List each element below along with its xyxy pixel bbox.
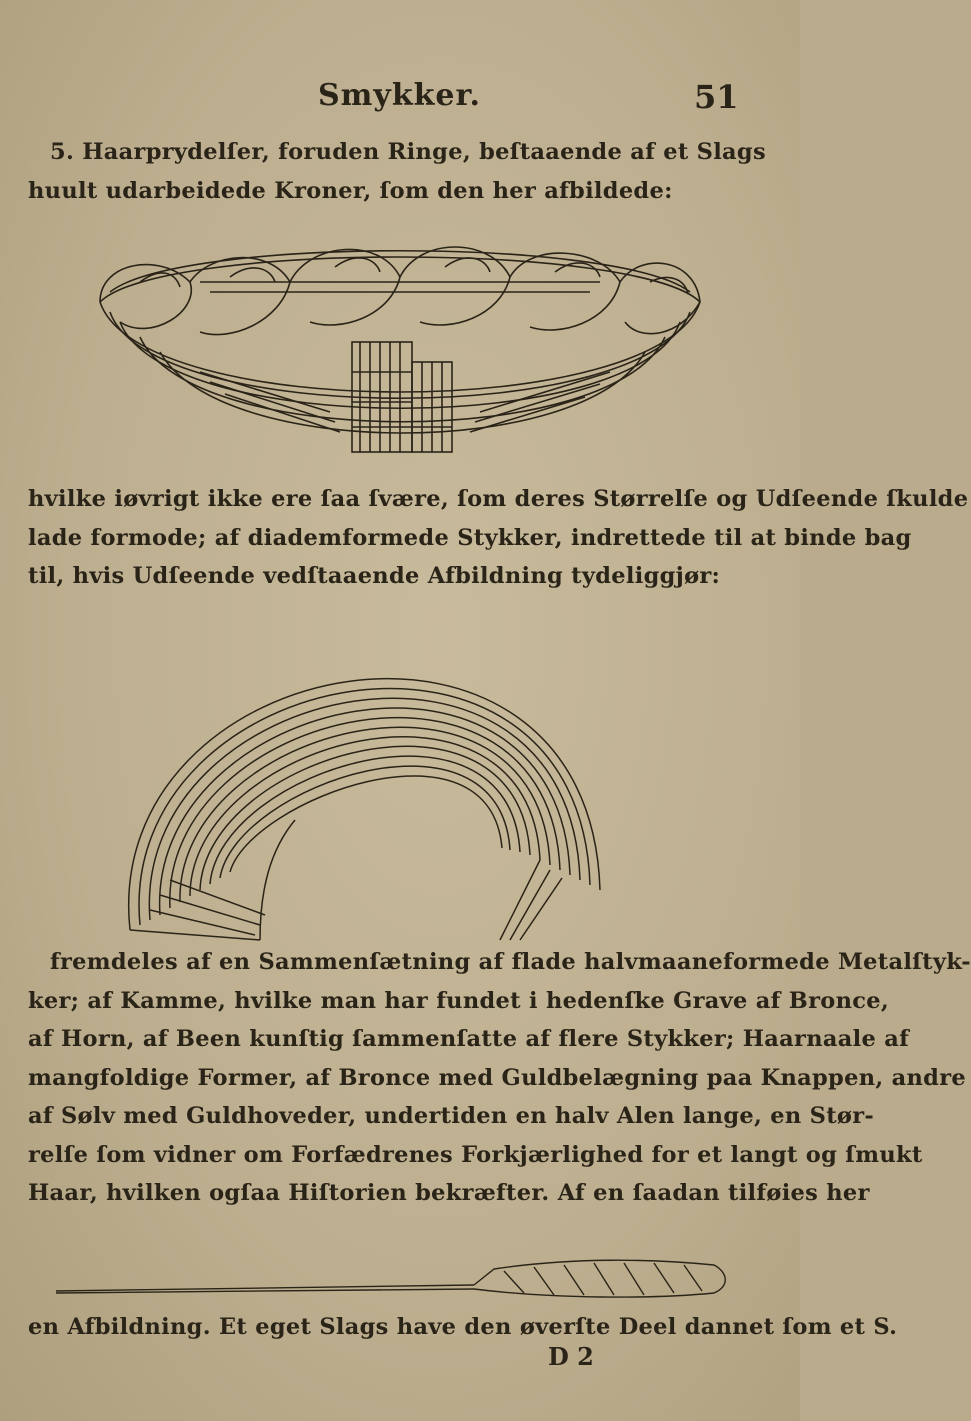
paragraph-diadems bbox=[28, 480, 969, 596]
text-line: af Sølv med Guldhoveder, undertiden en halv Alen lange, en Stør- bbox=[28, 1103, 874, 1129]
text-line: huult udarbeidede Kroner, ſom den her afbildede: bbox=[28, 177, 673, 204]
crown-illustration bbox=[80, 222, 720, 467]
hairpin-illustration bbox=[54, 1255, 734, 1303]
paragraph-hair-ornaments bbox=[28, 133, 768, 210]
text-line: lade formode; af diademformede Stykker, indrettede til at binde bag bbox=[28, 524, 912, 551]
text-line: Haar, hvilken ogſaa Hiſtorien bekræfter. Af en ſaadan tilføies her bbox=[28, 1180, 870, 1206]
page-number: 51 bbox=[694, 78, 739, 116]
page-header bbox=[0, 78, 800, 118]
text-line: hvilke iøvrigt ikke ere ſaa ſvære, ſom deres Størrelſe og Udſeende ſkulde bbox=[28, 486, 969, 512]
running-title: Smykker. bbox=[318, 78, 481, 113]
signature-mark: D 2 bbox=[548, 1342, 594, 1371]
paragraph-combs-pins bbox=[28, 943, 971, 1213]
text-line: 5. Haarprydelſer, foruden Ringe, beſtaaende af et Slags bbox=[50, 139, 766, 165]
text-line: en Afbildning. Et eget Slags have den øverſte Deel dannet ſom et S. bbox=[28, 1314, 898, 1340]
text-line: fremdeles af en Sammenſætning af flade halvmaaneformede Metalſtyk- bbox=[50, 949, 971, 975]
text-line: til, hvis Udſeende vedſtaaende Afbildning tydeliggjør: bbox=[28, 563, 721, 589]
text-line: af Horn, af Been kunſtig ſammenſatte af flere Stykker; Haarnaale af bbox=[28, 1026, 910, 1052]
text-line: ker; af Kamme, hvilke man har fundet i hedenſke Grave af Bronce, bbox=[28, 987, 889, 1014]
text-line: mangfoldige Former, af Bronce med Guldbelægning paa Knappen, andre bbox=[28, 1064, 966, 1091]
diadem-illustration bbox=[110, 590, 630, 940]
text-line: relſe ſom vidner om Forfædrenes Forkjærlighed for et langt og ſmukt bbox=[28, 1141, 923, 1168]
paragraph-s-form bbox=[28, 1308, 898, 1347]
